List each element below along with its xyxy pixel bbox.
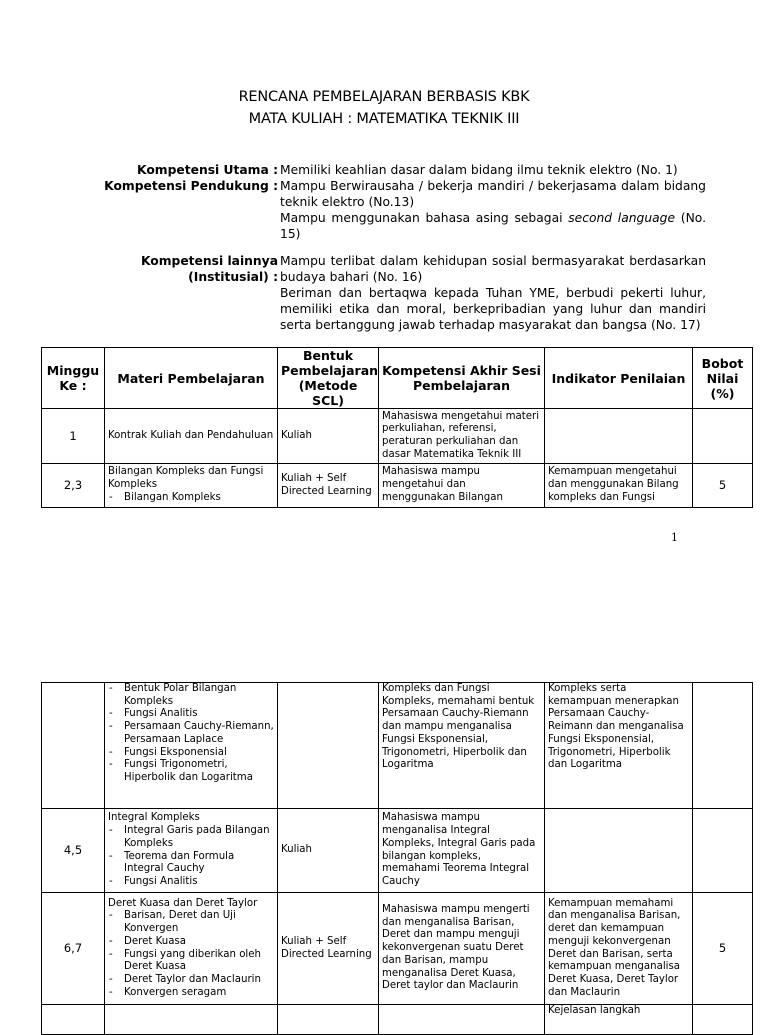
materi-title: Kontrak Kuliah dan Pendahuluan [108, 429, 274, 441]
cell-indikator: Kemampuan memahami dan menganalisa Barisan, deret dan kemampuan menguji kekonvergenan Deret dan Barisan, serta kemampuan menganalisa Deret Kuasa, Deret Taylor dan Maclaurin [545, 893, 693, 1005]
table-row [42, 464, 753, 508]
table-header-row [42, 348, 753, 409]
table-row [42, 893, 753, 1005]
competency-text: Mampu Berwirausaha / bekerja mandiri / bekerjasama dalam bidang teknik elektro (No.13) [280, 179, 706, 209]
table-row [42, 809, 753, 893]
materi-list [108, 492, 274, 505]
cell-kompetensi [379, 1005, 545, 1035]
cell-bentuk [278, 683, 379, 809]
competency-main [40, 162, 706, 178]
competency-text-em: second language [568, 211, 676, 225]
header-indikator: Indikator Penilaian [545, 348, 693, 409]
competency-label-empty [40, 285, 278, 333]
competency-supporting [40, 178, 706, 210]
cell-minggu: 4,5 [42, 809, 105, 893]
page-number: 1 [671, 531, 678, 544]
competency-label-empty [40, 210, 278, 242]
cell-bobot [693, 683, 753, 809]
materi-list [108, 683, 274, 785]
list-item: - Barisan, Deret dan Uji Konvergen [108, 910, 274, 935]
materi-title: Integral Kompleks [108, 812, 200, 824]
cell-indikator: Kompleks serta kemampuan menerapkan Persamaan Cauchy-Reimann dan menganalisa Fungsi Eksponensial, Trigonometri, Hiperbolik dan Logaritma [545, 683, 693, 809]
cell-kompetensi: Kompleks dan Fungsi Kompleks, memahami bentuk Persamaan Cauchy-Riemann dan mampu menganalisa Fungsi Eksponensial, Trigonometri, Hiperbolik dan Logaritma [379, 683, 545, 809]
cell-materi [105, 464, 278, 508]
cell-kompetensi: Mahasiswa mampu mengerti dan menganalisa Barisan, Deret dan mampu menguji kekonvergenan suatu Deret dan Barisan, mampu menganalisa Deret Kuasa, Deret taylor dan Maclaurin [379, 893, 545, 1005]
cell-bentuk: Kuliah [278, 409, 379, 464]
cell-kompetensi: Mahasiswa mampu mengetahui dan menggunakan Bilangan [379, 464, 545, 508]
cell-bobot: 5 [693, 464, 753, 508]
list-item: - Fungsi Analitis [108, 876, 274, 889]
cell-bentuk: Kuliah + Self Directed Learning [278, 893, 379, 1005]
competency-label [40, 253, 278, 285]
list-item: - Fungsi Analitis [108, 708, 274, 721]
cell-materi [105, 409, 278, 464]
competency-section [40, 162, 706, 333]
table-row [42, 683, 753, 809]
cell-minggu [42, 1005, 105, 1035]
cell-materi [105, 1005, 278, 1035]
competency-label: Kompetensi Pendukung : [104, 179, 278, 193]
cell-indikator [545, 809, 693, 893]
competency-other-2 [40, 285, 706, 333]
plan-table-page1 [41, 347, 753, 508]
plan-table-page2 [41, 682, 753, 1035]
list-item: - Teorema dan Formula Integral Cauchy [108, 851, 274, 876]
competency-supporting-2 [40, 210, 706, 242]
cell-minggu: 6,7 [42, 893, 105, 1005]
list-item: - Deret Taylor dan Maclaurin [108, 974, 274, 987]
cell-materi [105, 683, 278, 809]
list-item: - Persamaan Cauchy-Riemann, Persamaan Laplace [108, 721, 274, 746]
table-row [42, 409, 753, 464]
cell-materi [105, 809, 278, 893]
cell-bentuk [278, 1005, 379, 1035]
competency-text: Mampu terlibat dalam kehidupan sosial bermasyarakat berdasarkan budaya bahari (No. 16) [280, 254, 706, 284]
competency-text-post: (No. 15) [280, 211, 706, 241]
cell-bobot [693, 1005, 753, 1035]
document-title-line1: RENCANA PEMBELAJARAN BERBASIS KBK [238, 89, 530, 105]
materi-title: Deret Kuasa dan Deret Taylor [108, 897, 258, 909]
cell-bentuk: Kuliah [278, 809, 379, 893]
materi-title: Bilangan Kompleks dan Fungsi Kompleks [108, 466, 264, 491]
header-materi: Materi Pembelajaran [105, 348, 278, 409]
cell-indikator: Kejelasan langkah [545, 1005, 693, 1035]
competency-other [40, 253, 706, 285]
cell-materi [105, 893, 278, 1005]
list-item: - Bilangan Kompleks [108, 492, 274, 505]
list-item: - Integral Garis pada Bilangan Kompleks [108, 825, 274, 850]
materi-list [108, 910, 274, 999]
cell-bentuk: Kuliah + Self Directed Learning [278, 464, 379, 508]
document-title-line2: MATA KULIAH : MATEMATIKA TEKNIK III [248, 111, 520, 127]
competency-text: Beriman dan bertaqwa kepada Tuhan YME, berbudi pekerti luhur, memiliki etika dan moral, berkepribadian yang luhur dan mandiri serta bertanggung jawab terhadap masyarakat dan bangsa (No. 17) [280, 286, 706, 332]
cell-indikator: Kemampuan mengetahui dan menggunakan Bilang kompleks dan Fungsi [545, 464, 693, 508]
header-minggu: Minggu Ke : [42, 348, 105, 409]
competency-text-pre: Mampu menggunakan bahasa asing sebagai [280, 211, 569, 225]
cell-minggu [42, 683, 105, 809]
list-item: - Konvergen seragam [108, 987, 274, 1000]
competency-text [278, 210, 706, 242]
list-item: - Bentuk Polar Bilangan Kompleks [108, 683, 274, 708]
cell-indikator [545, 409, 693, 464]
cell-kompetensi: Mahasiswa mengetahui materi perkuliahan, referensi, peraturan perkuliahan dan dasar Matematika Teknik III [379, 409, 545, 464]
cell-minggu: 2,3 [42, 464, 105, 508]
list-item: - Fungsi yang diberikan oleh Deret Kuasa [108, 949, 274, 974]
list-item: - Fungsi Eksponensial [108, 747, 274, 760]
materi-list [108, 825, 274, 889]
header-kompetensi: Kompetensi Akhir Sesi Pembelajaran [379, 348, 545, 409]
competency-label: Kompetensi Utama : [137, 163, 278, 177]
cell-bobot: 5 [693, 893, 753, 1005]
table-row [42, 1005, 753, 1035]
list-item: - Fungsi Trigonometri, Hiperbolik dan Logaritma [108, 759, 274, 784]
cell-bobot [693, 809, 753, 893]
cell-bobot [693, 409, 753, 464]
cell-minggu: 1 [42, 409, 105, 464]
list-item: - Deret Kuasa [108, 936, 274, 949]
header-bobot: Bobot Nilai (%) [693, 348, 753, 409]
competency-label-line1: Kompetensi lainnya [140, 254, 278, 268]
header-bentuk: Bentuk Pembelajaran (Metode SCL) [278, 348, 379, 409]
competency-label-line2: (Institusial) : [188, 270, 278, 284]
competency-text: Memiliki keahlian dasar dalam bidang ilmu teknik elektro (No. 1) [280, 163, 678, 177]
cell-kompetensi: Mahasiswa mampu menganalisa Integral Kompleks, Integral Garis pada bilangan kompleks, memahami Teorema Integral Cauchy [379, 809, 545, 893]
